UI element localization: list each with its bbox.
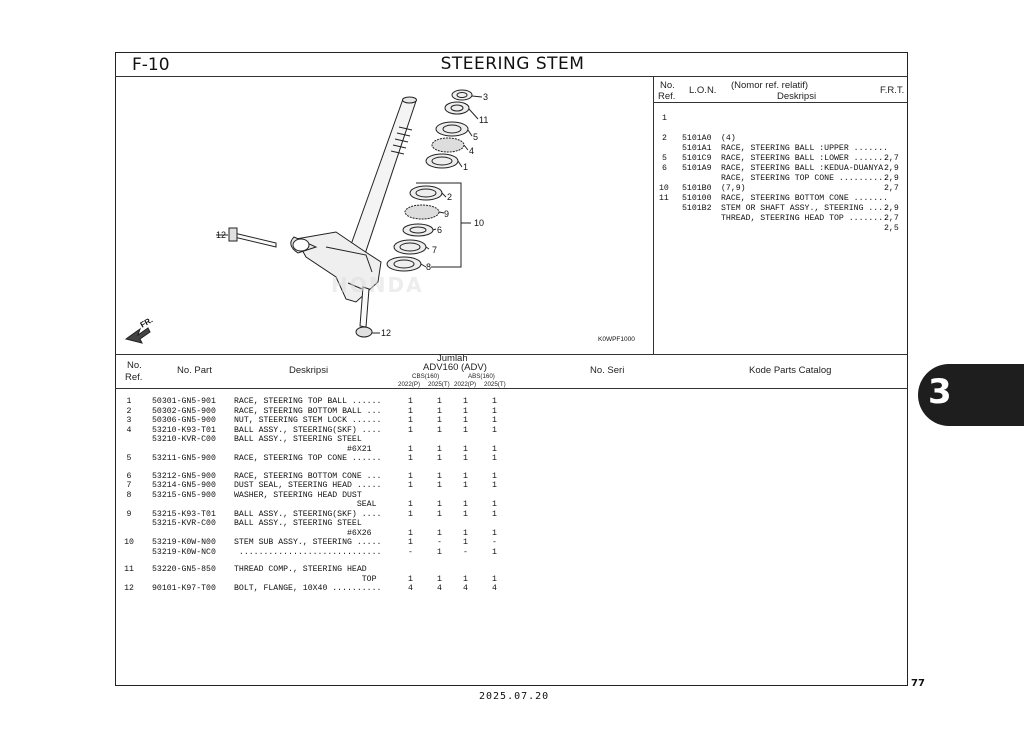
ref-header-deskripsi: Deskripsi	[777, 91, 817, 102]
cell-part: 53210-KVR-C00	[152, 435, 216, 444]
cell-qty: 1	[492, 406, 497, 416]
cell-qty: 1	[437, 509, 442, 519]
ref-header-ref: Ref.	[658, 91, 676, 102]
cell-qty: 1	[408, 397, 413, 406]
cell-qty: 1	[437, 481, 442, 490]
cell-qty: 1	[408, 574, 413, 584]
cell-part: 53219-K0W-N00	[152, 538, 216, 547]
cell-qty: 1	[408, 500, 413, 509]
parts-header-cbs: CBS(160)	[412, 373, 440, 380]
cell-qty: 4	[492, 584, 497, 593]
parts-header-year2: 2025(T)	[428, 381, 450, 388]
callout-12-bottom: 12	[381, 328, 392, 338]
cell-qty: 4	[463, 584, 468, 593]
ref-row: 2 5101A1 RACE, STEERING BALL :LOWER ....... 2,9	[662, 134, 899, 173]
cell-qty: 1	[463, 538, 468, 547]
cell-desc: SEAL	[234, 500, 377, 509]
table-row	[116, 445, 536, 455]
table-row	[116, 529, 536, 539]
ref-table-body	[655, 104, 907, 233]
section-code: F-10	[132, 55, 170, 75]
cell-ref: 3	[126, 416, 132, 425]
front-marker: FR.	[138, 315, 155, 330]
parts-header-desc: Deskripsi	[289, 365, 329, 376]
cell-desc: DUST SEAL, STEERING HEAD .....	[234, 481, 382, 490]
cell-qty: -	[492, 538, 497, 547]
cell-qty: 1	[463, 528, 468, 538]
cell-qty: 1	[408, 538, 413, 547]
table-row	[116, 565, 536, 575]
cell-desc: BOLT, FLANGE, 10X40 ..........	[234, 584, 382, 593]
callout-6: 6	[437, 225, 443, 235]
cell-qty: 1	[492, 471, 497, 481]
cell-desc: STEM SUB ASSY., STEERING .....	[234, 538, 382, 547]
cell-desc: NUT, STEERING STEM LOCK ......	[234, 416, 382, 425]
cell-qty: 1	[408, 444, 413, 454]
svg-text:HONDA: HONDA	[331, 273, 424, 297]
cell-qty: 1	[408, 471, 413, 481]
callout-10: 10	[474, 218, 485, 228]
callout-3: 3	[483, 92, 489, 102]
table-row	[116, 548, 536, 558]
table-row	[116, 519, 536, 529]
ref-row: 5 5101A9 RACE, STEERING TOP CONE .......... 2,7	[662, 154, 899, 193]
cell-qty: 1	[463, 406, 468, 416]
cell-qty: 1	[437, 574, 442, 584]
table-row	[116, 426, 536, 436]
cell-part: 50306-GN5-900	[152, 416, 216, 425]
cell-ref: 7	[126, 481, 132, 490]
cell-qty: 1	[463, 397, 468, 406]
cell-qty: 1	[463, 574, 468, 584]
cell-desc: #6X21	[234, 444, 372, 454]
cell-qty: 4	[408, 584, 413, 593]
cell-qty: 1	[437, 425, 442, 435]
ref-row: 11 5101B2 THREAD, STEERING HEAD TOP ........ 2,5	[659, 194, 899, 233]
parts-table-body	[116, 397, 536, 594]
cell-part: 53220-GN5-850	[152, 565, 216, 574]
cell-ref: 4	[126, 425, 132, 435]
cell-desc: .............................	[234, 547, 382, 557]
cell-desc: BALL ASSY., STEERING STEEL	[234, 435, 362, 444]
ref-row: 5101B0 RACE, STEERING BOTTOM CONE ....... 2,9	[682, 184, 899, 213]
table-row	[116, 584, 536, 594]
table-row	[116, 407, 536, 417]
table-row	[116, 538, 536, 548]
ref-row: 5101A0 RACE, STEERING BALL :UPPER ....... 2,7	[682, 134, 899, 163]
ref-header-no: No.	[660, 80, 675, 91]
ref-header-frt: F.R.T.	[880, 85, 905, 96]
cell-ref: 1	[126, 397, 132, 406]
callout-4: 4	[469, 146, 475, 156]
cell-qty: 1	[492, 444, 497, 454]
page-number: 77	[911, 678, 925, 689]
cell-qty: 1	[463, 416, 468, 425]
table-row	[116, 454, 536, 464]
cell-qty: 1	[492, 454, 497, 463]
callout-8: 8	[426, 262, 432, 272]
cell-desc: #6X26	[234, 528, 372, 538]
cell-qty: 1	[492, 481, 497, 490]
table-row	[116, 435, 536, 445]
cell-desc: RACE, STEERING TOP CONE ......	[234, 454, 382, 463]
parts-header-year3: 2022(P)	[454, 381, 477, 388]
cell-qty: 4	[437, 584, 442, 593]
table-row	[116, 510, 536, 520]
cell-qty: 1	[408, 509, 413, 519]
cell-desc: TOP	[234, 574, 377, 584]
parts-header-catalog: Kode Parts Catalog	[749, 365, 832, 376]
cell-part: 53215-K93-T01	[152, 509, 216, 519]
cell-part: 50301-GN5-901	[152, 397, 216, 406]
cell-ref: 5	[126, 454, 132, 463]
cell-qty: 1	[463, 425, 468, 435]
cell-qty: 1	[463, 509, 468, 519]
cell-ref: 2	[126, 406, 132, 416]
table-row	[116, 472, 536, 482]
table-row	[116, 416, 536, 426]
cell-qty: 1	[437, 547, 442, 557]
cell-qty: 1	[437, 416, 442, 425]
cell-part: 53211-GN5-900	[152, 454, 216, 463]
cell-desc: RACE, STEERING BOTTOM BALL ...	[234, 406, 382, 416]
cell-qty: 1	[437, 444, 442, 454]
cell-qty: 1	[492, 397, 497, 406]
cell-desc: THREAD COMP., STEERING HEAD	[234, 565, 367, 574]
section-tab-number: 3	[928, 372, 952, 412]
diagram-code: K0WPF1000	[598, 336, 635, 343]
cell-ref: 12	[124, 584, 134, 593]
cell-part: 53210-K93-T01	[152, 425, 216, 435]
cell-qty: 1	[408, 454, 413, 463]
footer-date: 2025.07.20	[479, 691, 550, 702]
cell-qty: -	[408, 547, 413, 557]
parts-header-abs: ABS(160)	[468, 373, 495, 380]
callout-5: 5	[473, 132, 479, 142]
ref-header-divider	[653, 102, 908, 103]
cell-desc: BALL ASSY., STEERING(SKF) ....	[234, 425, 382, 435]
parts-header-no: No.	[127, 360, 142, 371]
callout-12-left: 12	[216, 230, 227, 240]
parts-divider	[115, 354, 908, 355]
cell-ref: 10	[124, 538, 134, 547]
parts-header-part: No. Part	[177, 365, 212, 376]
cell-qty: 1	[408, 528, 413, 538]
cell-qty: 1	[437, 454, 442, 463]
diagram-divider	[653, 76, 654, 354]
cell-qty: 1	[408, 406, 413, 416]
cell-qty: 1	[408, 416, 413, 425]
cell-ref: 11	[124, 565, 134, 574]
ref-row: 1 (4)	[662, 114, 736, 143]
cell-qty: 1	[492, 574, 497, 584]
cell-desc: WASHER, STEERING HEAD DUST	[234, 490, 362, 500]
table-row	[116, 491, 536, 501]
parts-header-ref: Ref.	[125, 372, 143, 383]
callout-9: 9	[444, 209, 450, 219]
steering-stem-diagram	[116, 77, 652, 353]
cell-part: 50302-GN5-900	[152, 406, 216, 416]
ref-header-nomor: (Nomor ref. relatif)	[731, 80, 809, 91]
callout-7: 7	[432, 245, 438, 255]
cell-qty: 1	[492, 509, 497, 519]
cell-qty: 1	[463, 454, 468, 463]
callout-2: 2	[447, 192, 453, 202]
page-title: STEERING STEM	[440, 54, 585, 74]
cell-ref: 6	[126, 471, 132, 481]
cell-desc: RACE, STEERING BOTTOM CONE ...	[234, 471, 382, 481]
table-row	[116, 575, 536, 585]
ref-row: 5101C9 RACE, STEERING BALL :KEDUA-DUANYA 2,9	[682, 154, 899, 183]
cell-qty: 1	[463, 500, 468, 509]
cell-part: 53214-GN5-900	[152, 481, 216, 490]
table-row	[116, 500, 536, 510]
cell-part: 53219-K0W-NC0	[152, 547, 216, 557]
cell-qty: 1	[408, 425, 413, 435]
cell-desc: BALL ASSY., STEERING STEEL	[234, 519, 362, 528]
cell-part: 90101-K97-T00	[152, 584, 216, 593]
parts-header-divider	[115, 388, 908, 389]
cell-part: 53215-GN5-900	[152, 490, 216, 500]
cell-desc: RACE, STEERING TOP BALL ......	[234, 397, 382, 406]
ref-row: 6 (7,9)	[662, 164, 746, 193]
cell-qty: 1	[463, 471, 468, 481]
parts-header-seri: No. Seri	[590, 365, 625, 376]
table-row	[116, 397, 536, 407]
cell-qty: 1	[492, 425, 497, 435]
callout-1: 1	[463, 162, 469, 172]
cell-qty: 1	[463, 444, 468, 454]
cell-qty: 1	[437, 500, 442, 509]
ref-header-lon: L.O.N.	[689, 85, 717, 96]
cell-part: 53212-GN5-900	[152, 471, 216, 481]
parts-header-year1: 2022(P)	[398, 381, 421, 388]
cell-qty: 1	[492, 500, 497, 509]
cell-qty: -	[463, 547, 468, 557]
cell-qty: 1	[437, 471, 442, 481]
cell-qty: 1	[463, 481, 468, 490]
parts-header-model: ADV160 (ADV)	[423, 362, 487, 373]
cell-qty: 1	[492, 528, 497, 538]
cell-desc: BALL ASSY., STEERING(SKF) ....	[234, 509, 382, 519]
ref-row: 10 510100 STEM OR SHAFT ASSY., STEERING .... 2,7	[659, 184, 899, 223]
cell-qty: 1	[437, 528, 442, 538]
cell-qty: 1	[437, 406, 442, 416]
cell-qty: 1	[437, 397, 442, 406]
callout-11: 11	[479, 115, 489, 125]
cell-qty: 1	[492, 416, 497, 425]
cell-qty: 1	[408, 481, 413, 490]
cell-qty: 1	[492, 547, 497, 557]
cell-ref: 9	[126, 509, 132, 519]
cell-qty: -	[437, 538, 442, 547]
cell-ref: 8	[126, 490, 132, 500]
parts-header-year4: 2025(T)	[484, 381, 506, 388]
cell-part: 53215-KVR-C00	[152, 519, 216, 528]
parts-header-jumlah: Jumlah	[437, 353, 468, 364]
table-row	[116, 481, 536, 491]
